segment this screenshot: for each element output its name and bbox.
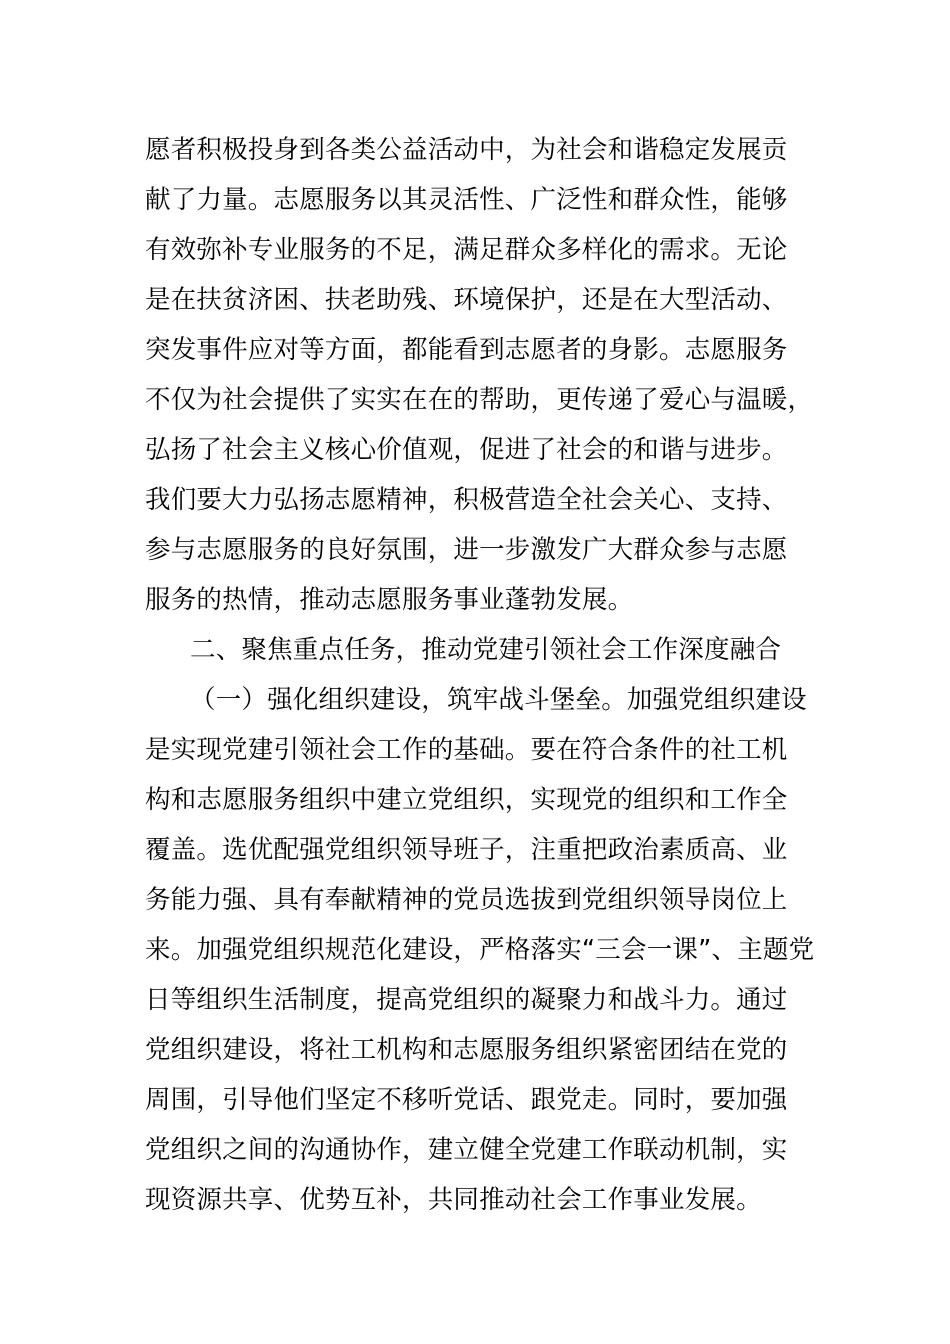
text-line: 党组织之间的沟通协作，建立健全党建工作联动机制，实	[145, 1135, 788, 1165]
text-line: 是在扶贫济困、扶老助残、环境保护，还是在大型活动、	[145, 285, 788, 315]
text-line: 突发事件应对等方面，都能看到志愿者的身影。志愿服务	[145, 335, 788, 365]
text-line: 是实现党建引领社会工作的基础。要在符合条件的社工机	[145, 735, 788, 765]
section-heading: 二、聚焦重点任务，推动党建引领社会工作深度融合	[190, 635, 782, 665]
text-line: 服务的热情，推动志愿服务事业蓬勃发展。	[145, 585, 634, 615]
text-line: 有效弥补专业服务的不足，满足群众多样化的需求。无论	[145, 235, 788, 265]
text-line: 来。加强党组织规范化建设，严格落实“三会一课”、主题党	[145, 935, 815, 965]
text-line: 覆盖。选优配强党组织领导班子，注重把政治素质高、业	[145, 835, 788, 865]
text-line: 现资源共享、优势互补，共同推动社会工作事业发展。	[145, 1185, 762, 1215]
text-line: 务能力强、具有奉献精神的党员选拔到党组织领导岗位上	[145, 885, 788, 915]
text-line: 党组织建设，将社工机构和志愿服务组织紧密团结在党的	[145, 1035, 788, 1065]
text-line: 日等组织生活制度，提高党组织的凝聚力和战斗力。通过	[145, 985, 788, 1015]
text-line: 献了力量。志愿服务以其灵活性、广泛性和群众性，能够	[145, 185, 788, 215]
subsection-heading: （一）强化组织建设，筑牢战斗堡垒。加强党组织建设	[190, 685, 807, 715]
text-line: 参与志愿服务的良好氛围，进一步激发广大群众参与志愿	[145, 535, 788, 565]
text-line: 不仅为社会提供了实实在在的帮助，更传递了爱心与温暖，	[145, 385, 814, 415]
text-line: 愿者积极投身到各类公益活动中，为社会和谐稳定发展贡	[145, 135, 788, 165]
text-line: 弘扬了社会主义核心价值观，促进了社会的和谐与进步。	[145, 435, 788, 465]
body-text	[145, 125, 815, 1225]
text-line: 周围，引导他们坚定不移听党话、跟党走。同时，要加强	[145, 1085, 788, 1115]
text-line: 我们要大力弘扬志愿精神，积极营造全社会关心、支持、	[145, 485, 788, 515]
text-line: 构和志愿服务组织中建立党组织，实现党的组织和工作全	[145, 785, 788, 815]
